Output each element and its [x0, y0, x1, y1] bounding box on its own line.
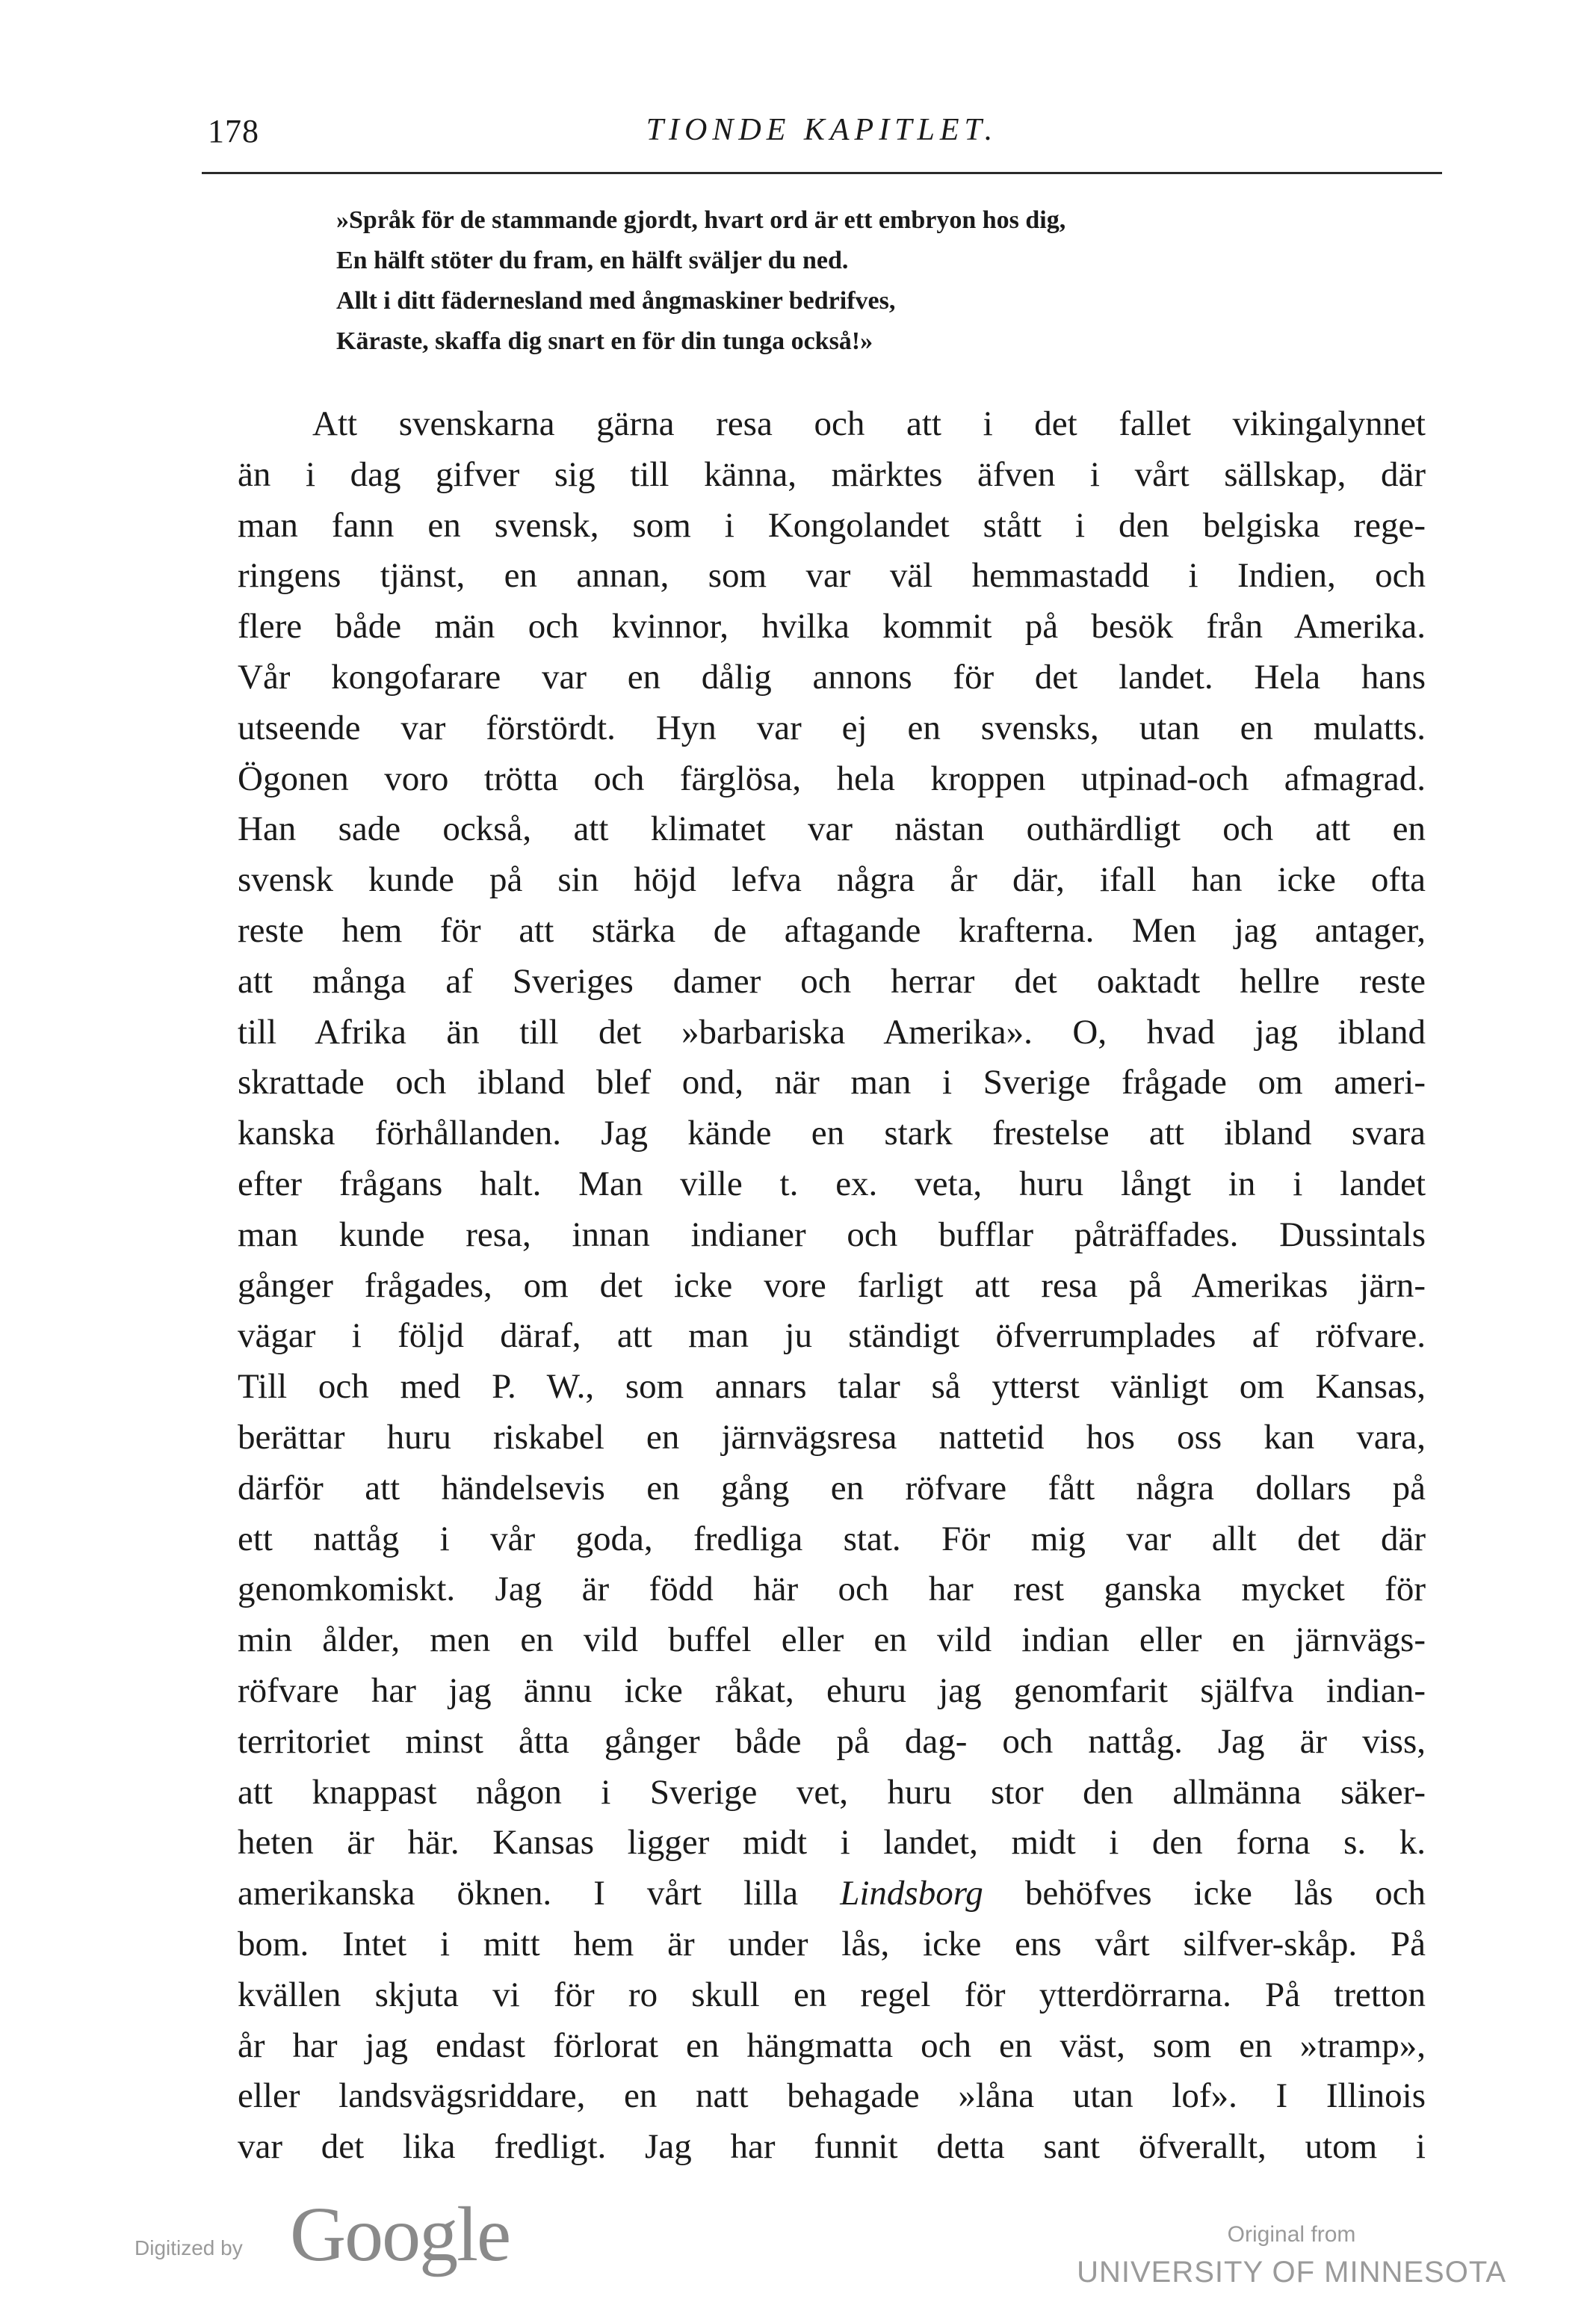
text-line: kvällen skjuta vi för ro skull en regel för ytterdörrarna. På tretton [238, 1975, 1426, 2014]
text-line: var det lika fredligt. Jag har funnit detta sant öfverallt, utom i [238, 2127, 1426, 2167]
google-logo: Google [290, 2191, 510, 2277]
text-line: Till och med P. W., som annars talar så ytterst vänligt om Kansas, [238, 1367, 1426, 1407]
source-watermark [1077, 2218, 1506, 2293]
text-line: svensk kunde på sin höjd lefva några år där, ifall han icke ofta [238, 860, 1426, 900]
text-line: än i dag gifver sig till känna, märktes äfven i vårt sällskap, där [238, 454, 1426, 494]
text-line: år har jag endast förlorat en hängmatta och en väst, som en »tramp», [238, 2026, 1426, 2065]
poem-line: »Språk för de stammande gjordt, hvart ord är ett embryon hos dig, [336, 206, 1066, 234]
text-line: genomkomiskt. Jag är född här och har rest ganska mycket för [238, 1570, 1426, 1609]
text-line: Han sade också, att klimatet var nästan outhärdligt och att en [238, 809, 1426, 849]
original-from-label: Original from [1227, 2222, 1356, 2247]
page-header [202, 112, 1442, 174]
text-line: flere både män och kvinnor, hvilka kommit på besök från Amerika. [238, 607, 1426, 647]
text-line: Att svenskarna gärna resa och att i det fallet vikingalynnet [312, 404, 1426, 443]
text-line: att knappast någon i Sverige vet, huru stor den allmänna säker- [238, 1772, 1426, 1812]
poem-line: En hälft stöter du fram, en hälft sväljer du ned. [336, 247, 849, 274]
text-line: vägar i följd däraf, att man ju ständigt öfverrumplades af röfvare. [238, 1316, 1426, 1356]
text-line: kanska förhållanden. Jag kände en stark frestelse att ibland svara [238, 1114, 1426, 1153]
text-line: efter frågans halt. Man ville t. ex. veta, huru långt in i landet [238, 1164, 1426, 1203]
text-line: heten är här. Kansas ligger midt i landet, midt i den forna s. k. [238, 1823, 1426, 1863]
poem-line: Allt i ditt fädernesland med ångmaskiner bedrifves, [336, 287, 896, 315]
text-line: gånger frågades, om det icke vore farligt att resa på Amerikas järn- [238, 1265, 1426, 1305]
text-line: till Afrika än till det »barbariska Amerika». O, hvad jag ibland [238, 1012, 1426, 1052]
text-line: min ålder, men en vild buffel eller en vild indian eller en järnvägs- [238, 1620, 1426, 1660]
page-number: 178 [208, 113, 259, 149]
text-line: man kunde resa, innan indianer och bufflar påträffades. Dussintals [238, 1215, 1426, 1254]
text-line: Ögonen voro trötta och färglösa, hela kroppen utpinad-och afmagrad. [238, 759, 1426, 798]
text-line: utseende var förstördt. Hyn var ej en svensks, utan en mulatts. [238, 708, 1426, 747]
text-line: eller landsvägsriddare, en natt behagade »låna utan lof». I Illinois [238, 2076, 1426, 2116]
text-line: ringens tjänst, en annan, som var väl hemmastadd i Indien, och [238, 556, 1426, 596]
text-line: man fann en svensk, som i Kongolandet stått i den belgiska rege- [238, 505, 1426, 545]
poem-line: Käraste, skaffa dig snart en för din tunga också!» [336, 327, 873, 355]
text-line: territoriet minst åtta gånger både på dag- och nattåg. Jag är viss, [238, 1721, 1426, 1761]
digitized-by-label: Digitized by [134, 2236, 243, 2259]
institution-name: UNIVERSITY OF MINNESOTA [1077, 2256, 1506, 2289]
text-line: bom. Intet i mitt hem är under lås, icke ens vårt silfver-skåp. På [238, 1924, 1426, 1963]
text-line: amerikanska öknen. I vårt lilla Lindsborg behöfves icke lås och [238, 1874, 1426, 1913]
poem-quote [336, 200, 1397, 362]
text-line: berättar huru riskabel en järnvägsresa nattetid hos oss kan vara, [238, 1417, 1426, 1457]
text-line: att många af Sveriges damer och herrar det oaktadt hellre reste [238, 961, 1426, 1001]
running-head: TIONDE KAPITLET. [646, 113, 998, 147]
text-line: därför att händelsevis en gång en röfvare fått några dollars på [238, 1468, 1426, 1508]
text-line: röfvare har jag ännu icke råkat, ehuru jag genomfarit själfva indian- [238, 1670, 1426, 1710]
text-line: skrattade och ibland blef ond, när man i Sverige frågade om ameri- [238, 1063, 1426, 1102]
text-line: Vår kongofarare var en dålig annons för det landet. Hela hans [238, 657, 1426, 697]
body-paragraph [238, 399, 1426, 2173]
text-line: reste hem för att stärka de aftagande krafterna. Men jag antager, [238, 910, 1426, 950]
text-line: ett nattåg i vår goda, fredliga stat. För mig var allt det där [238, 1519, 1426, 1558]
place-name-lindsborg: Lindsborg [840, 1874, 983, 1913]
